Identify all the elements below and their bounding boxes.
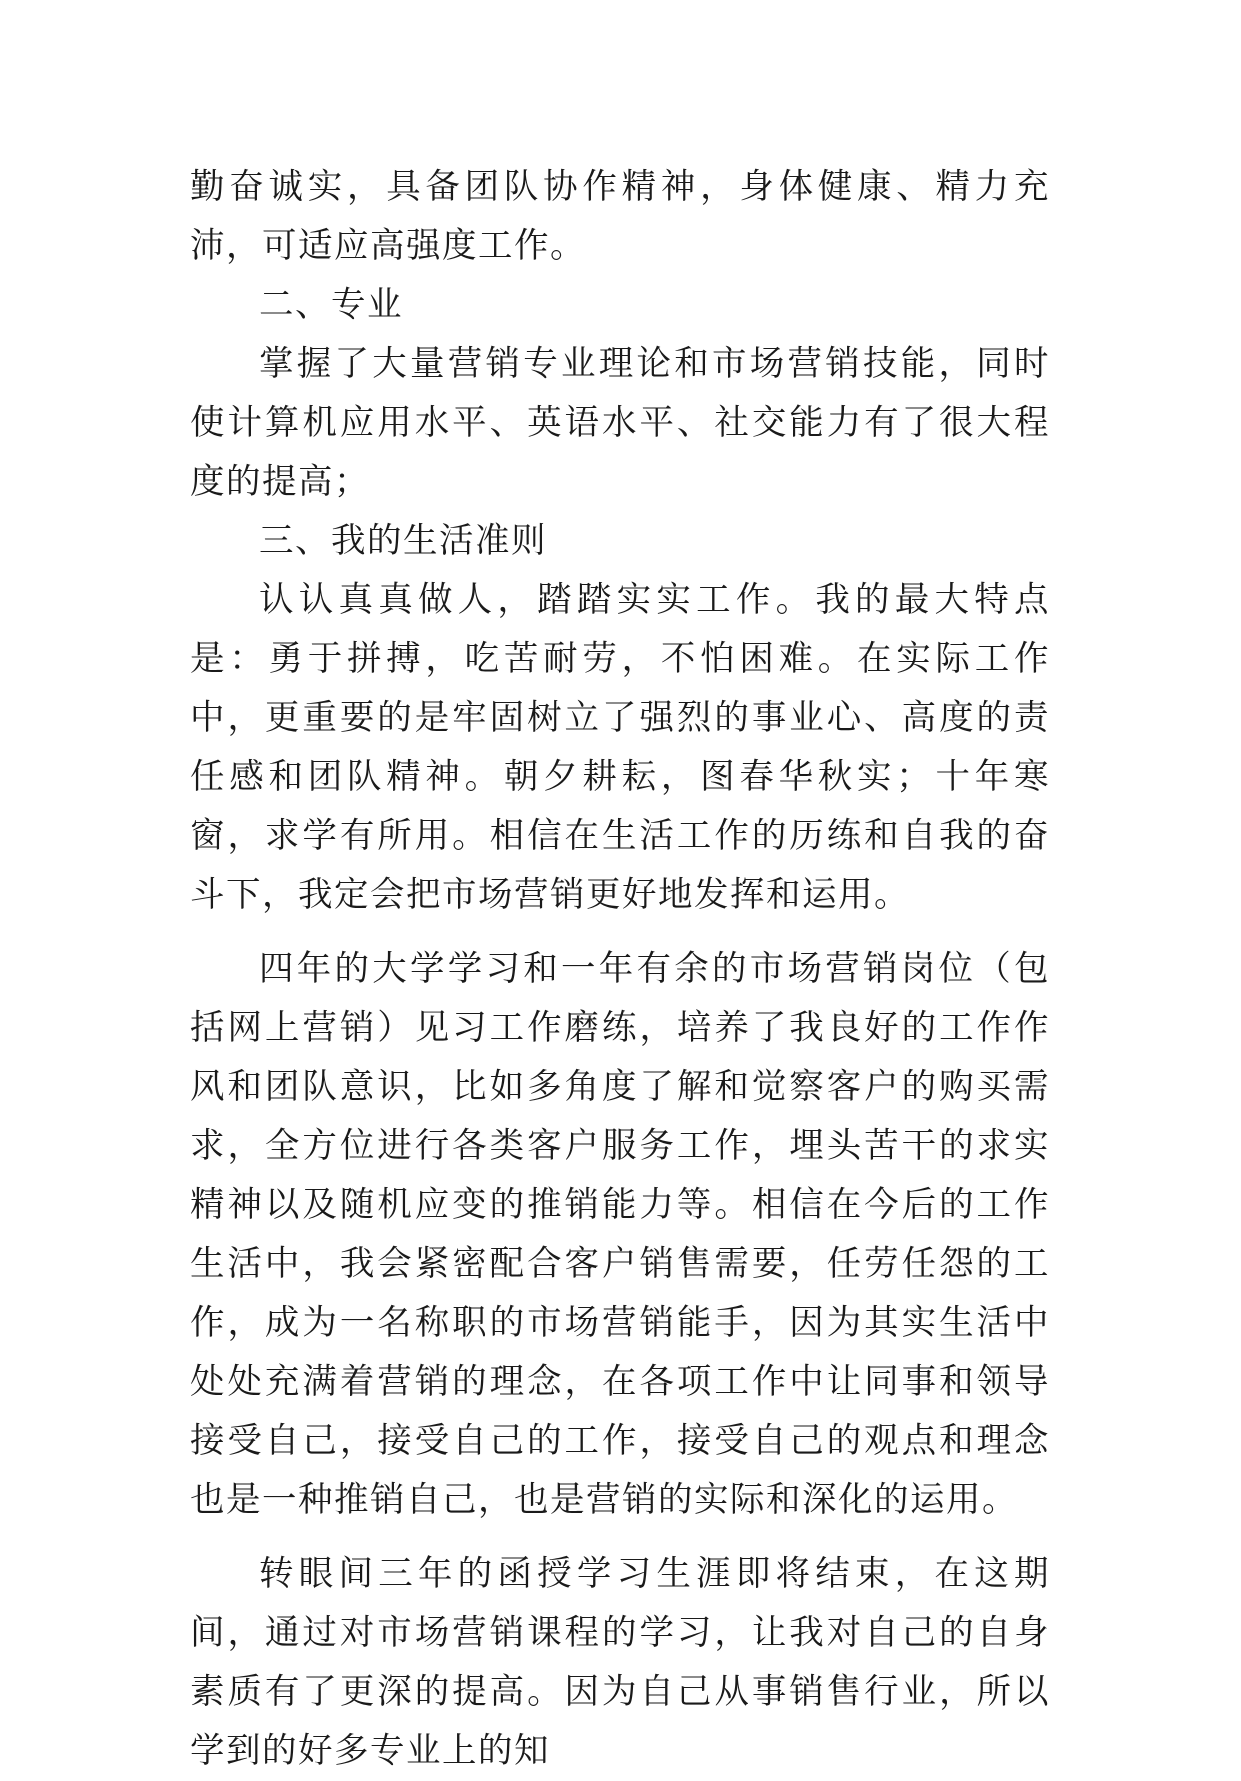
- paragraph-life-principles: 认认真真做人，踏踏实实工作。我的最大特点是：勇于拼搏，吃苦耐劳，不怕困难。在实际工作中，更重要的是牢固树立了强烈的事业心、高度的责任感和团队精神。朝夕耕耘，图春华秋实；十年寒窗，求学有所用。相信在生活工作的历练和自我的奋斗下，我定会把市场营销更好地发挥和运用。: [190, 580, 1050, 915]
- paragraph-correspondence-study: 转眼间三年的函授学习生涯即将结束，在这期间，通过对市场营销课程的学习，让我对自己的自身素质有了更深的提高。因为自己从事销售行业，所以学到的好多专业上的知: [190, 1554, 1050, 1771]
- paragraph-internship-experience: 四年的大学学习和一年有余的市场营销岗位（包括网上营销）见习工作磨练，培养了我良好的工作作风和团队意识，比如多角度了解和觉察客户的购买需求，全方位进行各类客户服务工作，埋头苦干的求实精神以及随机应变的推销能力等。相信在今后的工作生活中，我会紧密配合客户销售需要，任劳任怨的工作，成为一名称职的市场营销能手，因为其实生活中处处充满着营销的理念，在各项工作中让同事和领导接受自己，接受自己的工作，接受自己的观点和理念也是一种推销自己，也是营销的实际和深化的运用。: [190, 949, 1050, 1520]
- document-body: [190, 158, 1050, 1781]
- heading-section-2-major: 二、专业: [259, 285, 403, 325]
- paragraph-intro-continuation: 勤奋诚实，具备团队协作精神，身体健康、精力充沛，可适应高强度工作。: [190, 167, 1050, 266]
- heading-section-3-life-principles: 三、我的生活准则: [259, 521, 547, 561]
- paragraph-major: 掌握了大量营销专业理论和市场营销技能，同时使计算机应用水平、英语水平、社交能力有了很大程度的提高；: [190, 344, 1050, 502]
